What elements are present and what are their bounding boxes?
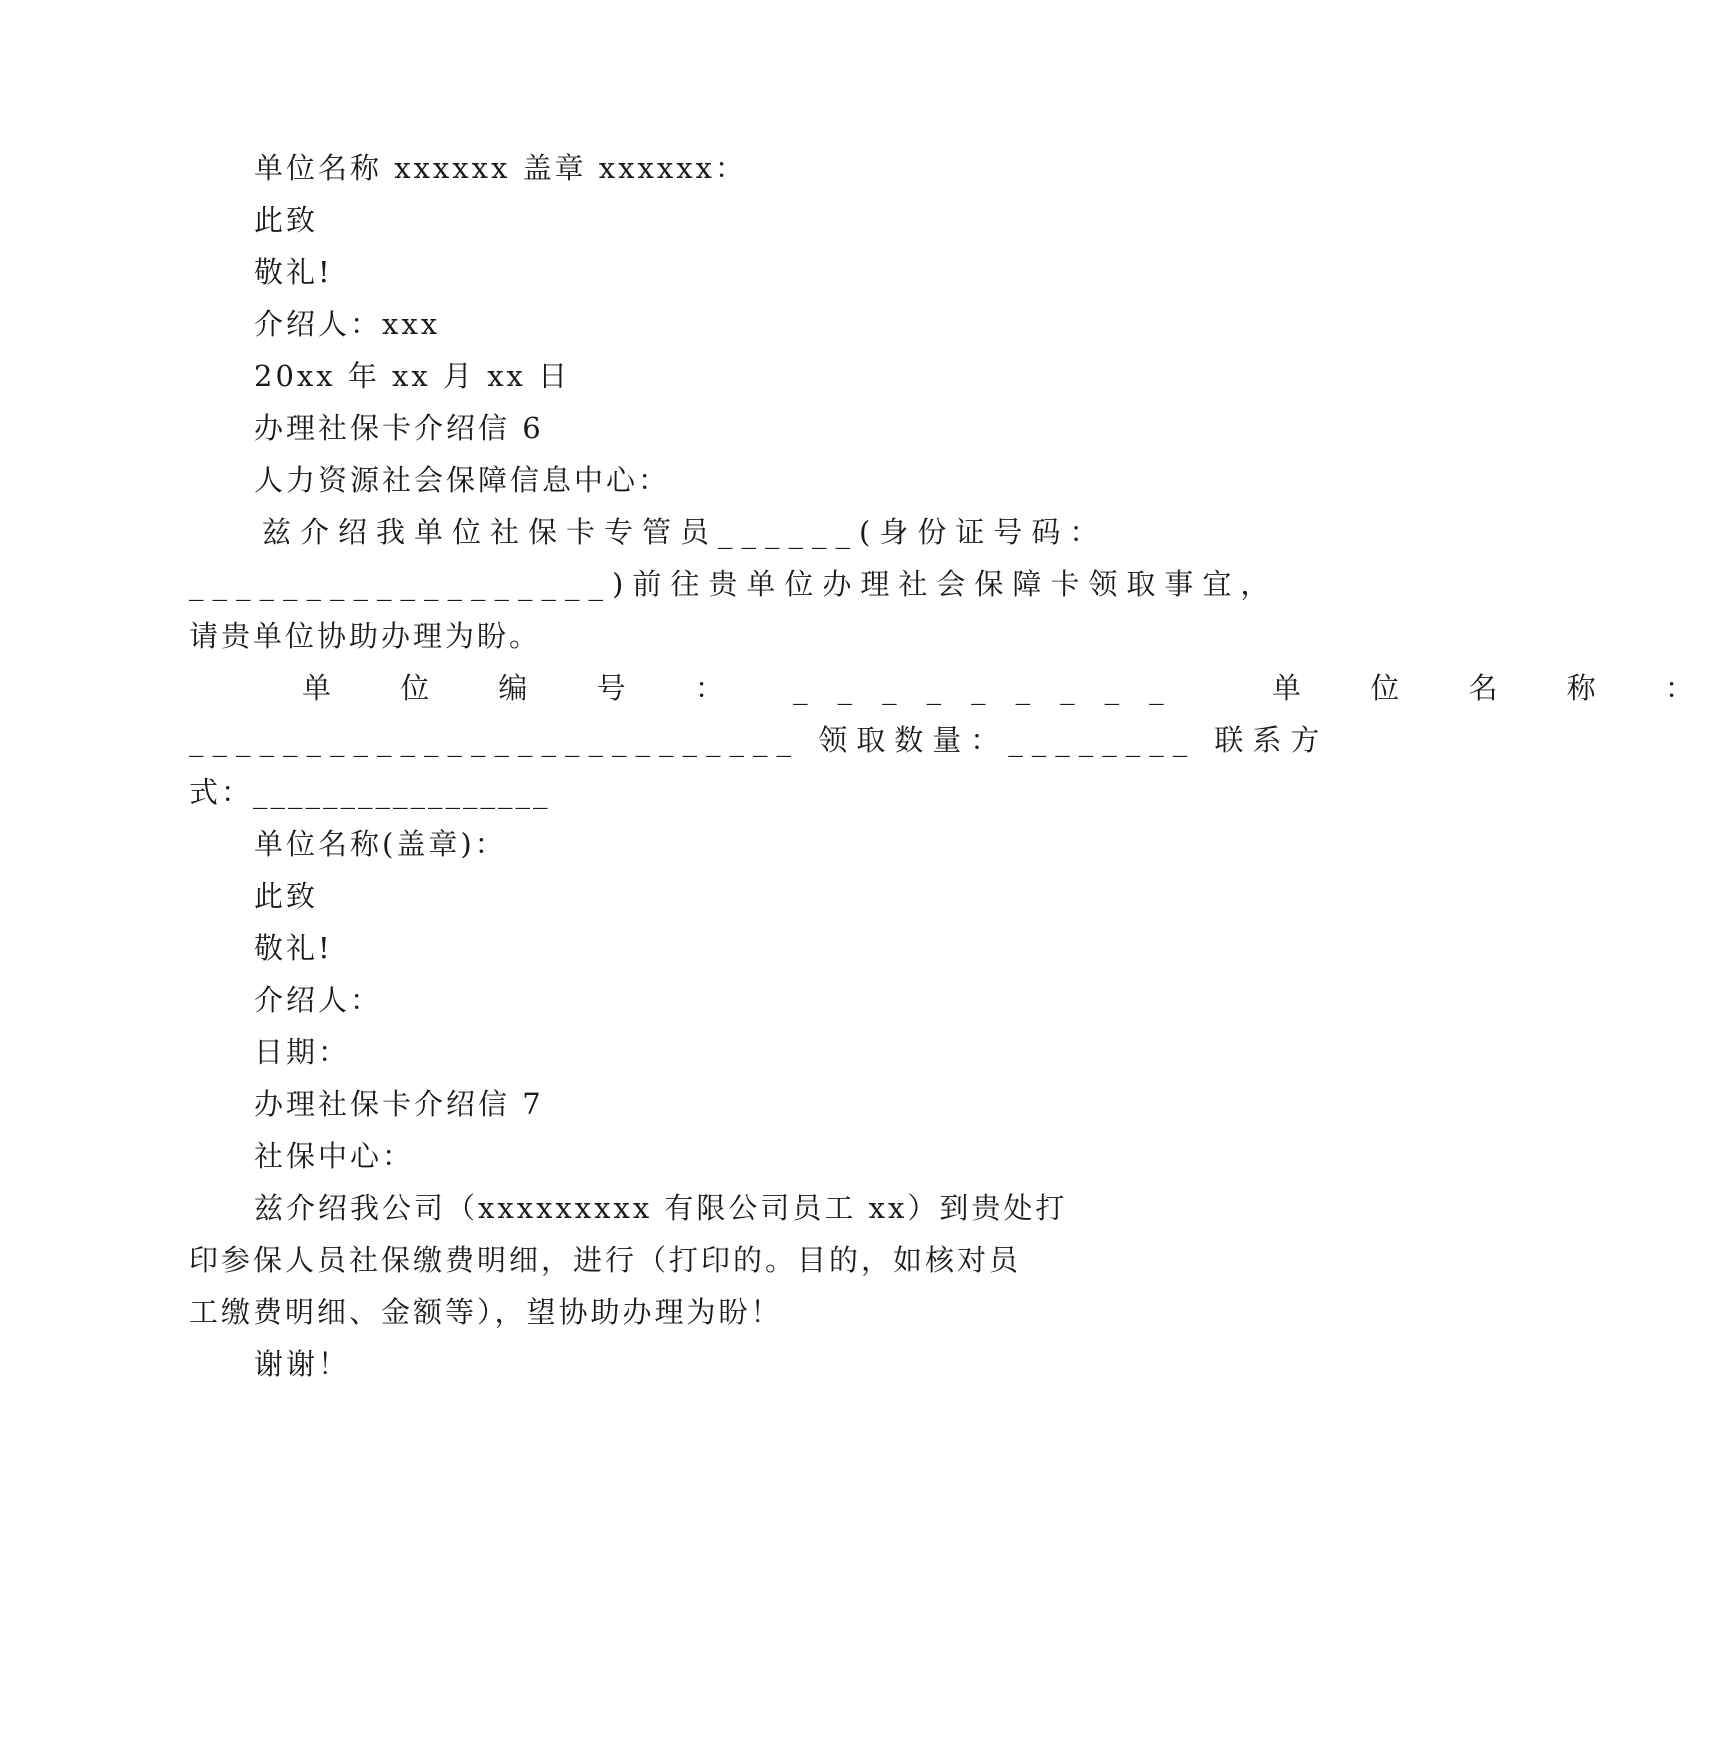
letter6-contact-continued: 式：_________________ (189, 775, 551, 809)
letter6-recipient: 人力资源社会保障信息中心： (254, 463, 671, 497)
letter6-closing-salutation: 此致 (254, 879, 319, 913)
letter6-title: 办理社保卡介绍信 6 (254, 411, 544, 445)
letter7-body-line-2: 印参保人员社保缴费明细，进行（打印的。目的，如核对员 (189, 1243, 1022, 1277)
letter7-body-line-1: 兹介绍我公司（xxxxxxxxx 有限公司员工 xx）到贵处打 (254, 1191, 1068, 1225)
letter6-quantity-contact-line: __________________________ 领取数量：________ 联系方 (189, 723, 1329, 757)
letter6-unit-fields-line: 单 位 编 号 ： _________ 单 位 名 称 ： (302, 671, 1724, 705)
letter6-date: 日期： (254, 1035, 351, 1069)
letter5-unit-name-seal-line: 单位名称 xxxxxx 盖章 xxxxxx： (254, 151, 747, 185)
letter7-recipient: 社保中心： (254, 1139, 415, 1173)
letter6-regards: 敬礼! (254, 931, 333, 965)
letter6-body-line-2: __________________)前往贵单位办理社会保障卡领取事宜， (189, 567, 1279, 601)
letter5-date: 20xx 年 xx 月 xx 日 (254, 359, 571, 393)
letter5-regards: 敬礼! (254, 255, 333, 289)
letter7-thanks: 谢谢！ (254, 1347, 351, 1381)
letter6-body-line-1: 兹介绍我单位社保卡专管员______(身份证号码： (262, 515, 1108, 549)
letter6-body-line-3: 请贵单位协助办理为盼。 (189, 619, 542, 653)
letter5-closing-salutation: 此致 (254, 203, 319, 237)
letter7-title: 办理社保卡介绍信 7 (254, 1087, 544, 1121)
letter7-body-line-3: 工缴费明细、金额等），望协助办理为盼！ (189, 1295, 783, 1329)
letter6-introducer: 介绍人： (254, 983, 383, 1017)
letter5-introducer: 介绍人：xxx (254, 307, 441, 341)
letter6-unit-seal: 单位名称(盖章)： (254, 827, 507, 861)
